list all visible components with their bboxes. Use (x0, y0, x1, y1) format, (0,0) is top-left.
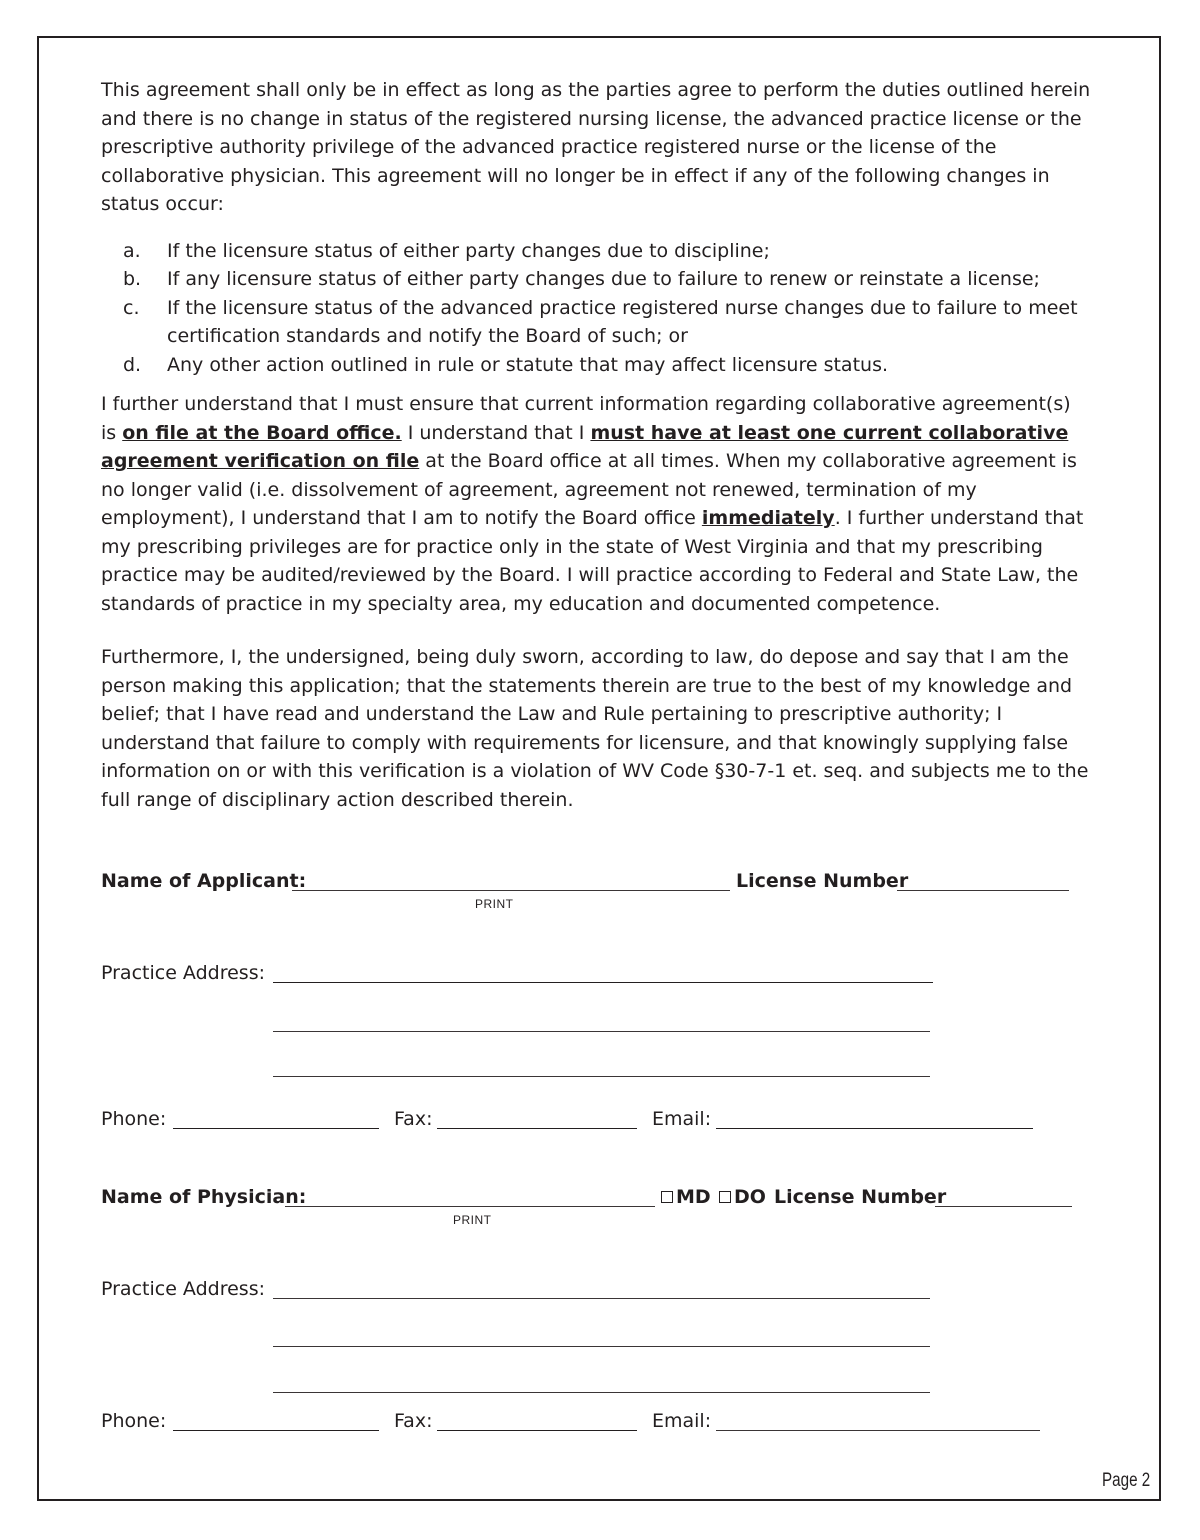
do-label: DO (734, 1186, 766, 1208)
md-checkbox[interactable] (661, 1191, 673, 1203)
physician-phone-label: Phone: (101, 1410, 167, 1432)
understanding-paragraph (101, 390, 1091, 618)
emphasis-current-agreement: must have at least one current collaborative agreement verification on file (101, 421, 1069, 472)
understanding-text: I further understand that I must ensure that current information regarding collaborative agreement(s) is (101, 393, 1071, 444)
applicant-name-field[interactable] (292, 866, 730, 891)
physician-license-label: License Number (774, 1186, 947, 1208)
applicant-address-line-2[interactable] (273, 1007, 930, 1032)
understanding-text: I understand that I (401, 421, 591, 444)
physician-email-label: Email: (652, 1410, 712, 1432)
print-hint: PRINT (475, 897, 514, 911)
applicant-license-field[interactable] (897, 866, 1069, 891)
list-item (123, 237, 1091, 266)
list-item (123, 265, 1091, 294)
applicant-address-line-1[interactable] (273, 958, 933, 983)
physician-fax-field[interactable] (437, 1406, 637, 1431)
applicant-address-label: Practice Address: (101, 962, 265, 984)
physician-license-field[interactable] (935, 1182, 1072, 1207)
applicant-phone-label: Phone: (101, 1108, 167, 1130)
status-change-list (101, 237, 1091, 380)
applicant-fax-label: Fax: (394, 1108, 433, 1130)
applicant-email-label: Email: (652, 1108, 712, 1130)
physician-address-line-3[interactable] (273, 1368, 930, 1393)
do-checkbox[interactable] (719, 1191, 731, 1203)
page-number: Page 2 (1101, 1470, 1150, 1491)
physician-address-line-2[interactable] (273, 1322, 930, 1347)
understanding-text: . I further understand that my prescribing privileges are for practice only in the state of West Virginia and that my prescribing practice may be audited/reviewed by the Board. I will practice according to Federal and State Law, the standards of practice in my specialty area, my education and documented competence. (101, 507, 1084, 615)
physician-phone-field[interactable] (173, 1406, 379, 1431)
list-item-text: If the licensure status of either party changes due to discipline; (167, 239, 770, 262)
print-hint: PRINT (453, 1213, 492, 1227)
list-item-text: If any licensure status of either party changes due to failure to renew or reinstate a license; (167, 268, 1040, 290)
applicant-address-line-3[interactable] (273, 1052, 930, 1077)
list-marker: a. (123, 239, 141, 262)
physician-address-label: Practice Address: (101, 1278, 265, 1300)
md-label: MD (676, 1186, 711, 1208)
list-item (123, 294, 1091, 351)
applicant-name-label: Name of Applicant: (101, 870, 307, 892)
agreement-body (101, 76, 1091, 814)
emphasis-immediately: immediately (701, 507, 835, 529)
physician-name-label: Name of Physician: (101, 1186, 307, 1208)
md-option[interactable] (661, 1182, 711, 1212)
do-option[interactable] (719, 1182, 766, 1212)
emphasis-on-file: on file at the Board office. (122, 421, 402, 444)
oath-paragraph: Furthermore, I, the undersigned, being duly sworn, according to law, do depose and say that I am the person making this application; that the statements therein are true to the best of my knowledge and belief; that I have read and understand the Law and Rule pertaining to prescriptive authority; I understand that failure to comply with requirements for licensure, and that knowingly supplying false information on or with this verification is a violation of WV Code §30-7-1 et. seq. and subjects me to the full range of disciplinary action described therein. (101, 646, 1089, 811)
understanding-text: at the Board office at all times. When my collaborative agreement is no longer valid (i.e. dissolvement of agreement, agreement not renewed, termination of my employment), I understand that I am to notify the Board office (101, 450, 1077, 529)
physician-name-field[interactable] (285, 1182, 655, 1207)
applicant-phone-field[interactable] (173, 1104, 379, 1129)
list-item-text: Any other action outlined in rule or statute that may affect licensure status. (167, 353, 889, 376)
applicant-email-field[interactable] (716, 1104, 1033, 1129)
list-marker: b. (123, 268, 142, 290)
applicant-fax-field[interactable] (437, 1104, 637, 1129)
physician-email-field[interactable] (716, 1406, 1040, 1431)
physician-fax-label: Fax: (394, 1410, 433, 1432)
list-marker: d. (123, 353, 142, 376)
applicant-license-label: License Number (736, 870, 909, 892)
intro-paragraph: This agreement shall only be in effect as long as the parties agree to perform the duties outlined herein and there is no change in status of the registered nursing license, the advanced practice license or the prescriptive authority privilege of the advanced practice registered nurse or the license of the collaborative physician. This agreement will no longer be in effect if any of the following changes in status occur: (101, 79, 1091, 215)
list-item-text: If the licensure status of the advanced practice registered nurse changes due to failure to meet certification standards and notify the Board of such; or (167, 296, 1078, 347)
physician-address-line-1[interactable] (273, 1274, 930, 1299)
list-item (123, 351, 1091, 380)
list-marker: c. (123, 296, 140, 319)
